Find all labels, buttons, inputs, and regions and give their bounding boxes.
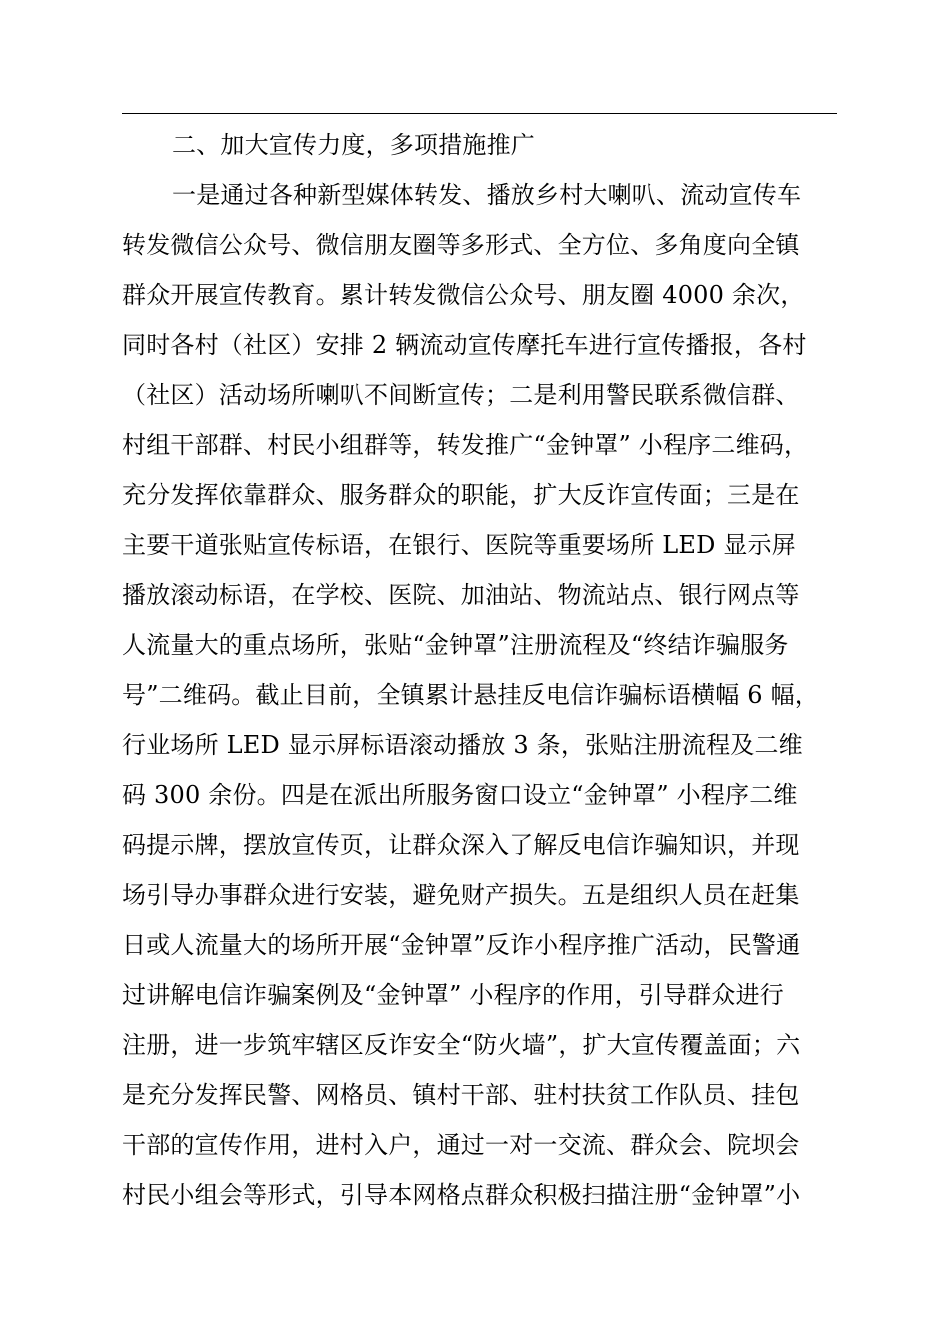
paragraph-line: 主要干道张贴宣传标语，在银行、医院等重要场所 LED 显示屏: [122, 531, 796, 559]
paragraph-line: 充分发挥依靠群众、服务群众的职能，扩大反诈宣传面；三是在: [122, 481, 800, 509]
paragraph-line: 码 300 余份。四是在派出所服务窗口设立“金钟罩” 小程序二维: [122, 781, 798, 809]
paragraph-line: 一是通过各种新型媒体转发、播放乡村大喇叭、流动宣传车: [172, 181, 802, 209]
paragraph-line: 场引导办事群众进行安装，避免财产损失。五是组织人员在赶集: [122, 881, 800, 909]
paragraph-line: 转发微信公众号、微信朋友圈等多形式、全方位、多角度向全镇: [122, 231, 800, 259]
paragraph-line: 群众开展宣传教育。累计转发微信公众号、朋友圈 4000 余次，: [122, 281, 805, 309]
header-rule: [122, 113, 837, 114]
paragraph-line: （社区）活动场所喇叭不间断宣传；二是利用警民联系微信群、: [122, 381, 800, 409]
paragraph-line: 过讲解电信诈骗案例及“金钟罩” 小程序的作用，引导群众进行: [122, 981, 784, 1009]
paragraph-line: 注册，进一步筑牢辖区反诈安全“防火墙”，扩大宣传覆盖面；六: [122, 1031, 801, 1059]
paragraph-line: 干部的宣传作用，进村入户，通过一对一交流、群众会、院坝会: [122, 1131, 800, 1159]
paragraph-line: 是充分发挥民警、网格员、镇村干部、驻村扶贫工作队员、挂包: [122, 1081, 800, 1109]
paragraph-line: 行业场所 LED 显示屏标语滚动播放 3 条，张贴注册流程及二维: [122, 731, 803, 759]
paragraph-line: 人流量大的重点场所，张贴“金钟罩”注册流程及“终结诈骗服务: [122, 631, 789, 659]
section-heading: 二、加大宣传力度，多项措施推广: [172, 131, 535, 159]
paragraph-line: 播放滚动标语，在学校、医院、加油站、物流站点、银行网点等: [122, 581, 800, 609]
paragraph-line: 同时各村（社区）安排 2 辆流动宣传摩托车进行宣传播报，各村: [122, 331, 807, 359]
paragraph-line: 村民小组会等形式，引导本网格点群众积极扫描注册“金钟罩”小: [122, 1181, 801, 1209]
paragraph-line: 日或人流量大的场所开展“金钟罩”反诈小程序推广活动，民警通: [122, 931, 801, 959]
paragraph-line: 号”二维码。截止目前，全镇累计悬挂反电信诈骗标语横幅 6 幅，: [122, 681, 819, 709]
paragraph-line: 村组干部群、村民小组群等，转发推广“金钟罩” 小程序二维码，: [122, 431, 809, 459]
paragraph-line: 码提示牌，摆放宣传页，让群众深入了解反电信诈骗知识，并现: [122, 831, 800, 859]
